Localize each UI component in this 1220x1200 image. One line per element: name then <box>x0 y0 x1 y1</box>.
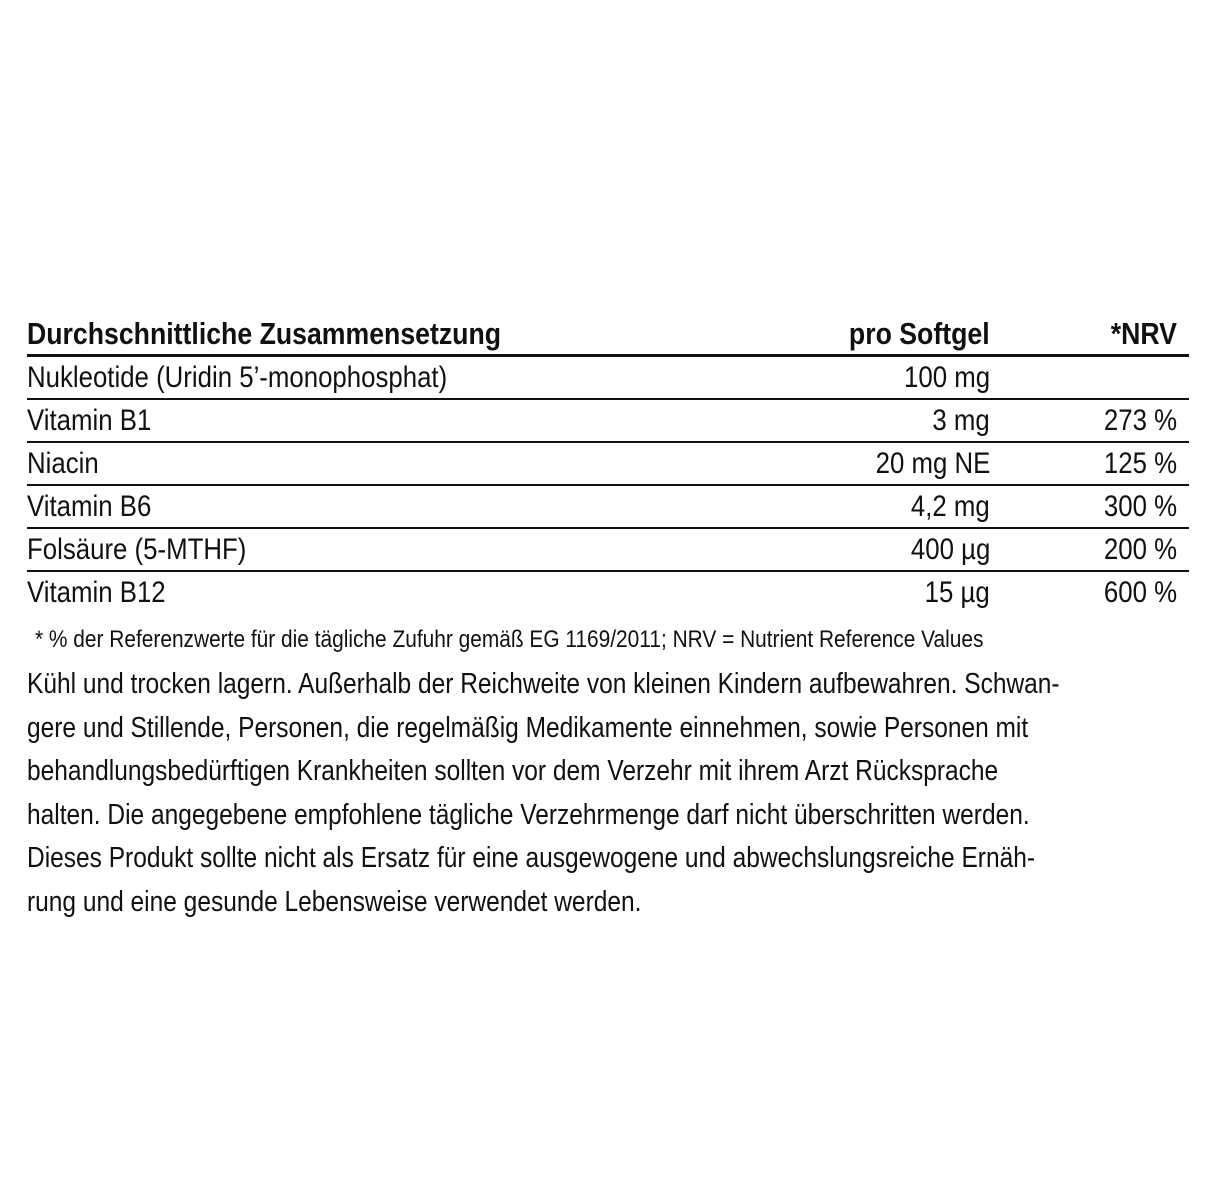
table-row <box>27 399 1189 442</box>
ingredient-nrv: 125 % <box>1002 442 1189 485</box>
header-nrv: *NRV <box>1002 312 1189 356</box>
table-row <box>27 356 1189 400</box>
ingredient-nrv <box>1002 356 1189 400</box>
ingredient-nrv: 273 % <box>1002 399 1189 442</box>
nutrition-table <box>27 312 1189 613</box>
ingredient-nrv: 200 % <box>1002 528 1189 571</box>
table-row <box>27 528 1189 571</box>
header-per-softgel: pro Softgel <box>727 312 1002 356</box>
ingredient-name: Nukleotide (Uridin 5’-monophosphat) <box>27 356 727 400</box>
warning-line: Dieses Produkt sollte nicht als Ersatz für eine ausgewogene und abwechslungsreiche Ernäh- <box>27 842 1036 874</box>
ingredient-amount: 15 µg <box>924 575 990 609</box>
warning-line: gere und Stillende, Personen, die regelmäßig Medikamente einnehmen, sowie Personen mit <box>27 711 1029 744</box>
ingredient-name: Vitamin B1 <box>27 399 727 442</box>
table-row <box>27 442 1189 485</box>
warning-line: behandlungsbedürftigen Krankheiten sollten vor dem Verzehr mit ihrem Arzt Rücksprache <box>27 755 999 787</box>
ingredient-amount: 20 mg NE <box>727 442 1002 485</box>
ingredient-amount: 3 mg <box>727 399 1002 442</box>
table-header-row <box>27 312 1189 356</box>
ingredient-name: Folsäure (5-MTHF) <box>27 528 727 571</box>
ingredient-nrv: 300 % <box>1002 485 1189 528</box>
ingredient-name: Vitamin B6 <box>27 485 727 528</box>
header-composition: Durchschnittliche Zusammensetzung <box>27 312 727 356</box>
ingredient-amount: 100 mg <box>727 356 1002 400</box>
ingredient-amount: 400 µg <box>727 528 1002 571</box>
warning-line: Kühl und trocken lagern. Außerhalb der Reichweite von kleinen Kindern aufbewahren. Schwan- <box>27 668 1060 700</box>
warning-line: rung und eine gesunde Lebensweise verwendet werden. <box>27 885 642 918</box>
nrv-footnote: * % der Referenzwerte für die tägliche Zufuhr gemäß EG 1169/2011; NRV = Nutrient Reference Values <box>35 626 984 653</box>
storage-warning-text <box>27 663 1189 924</box>
ingredient-name: Vitamin B12 <box>27 575 166 609</box>
ingredient-name: Niacin <box>27 442 727 485</box>
ingredient-amount: 4,2 mg <box>727 485 1002 528</box>
warning-line: halten. Die angegebene empfohlene tägliche Verzehrmenge darf nicht überschritten werden. <box>27 798 1030 831</box>
supplement-label <box>27 312 1189 924</box>
table-row <box>27 571 1189 613</box>
table-row <box>27 485 1189 528</box>
ingredient-nrv: 600 % <box>1103 575 1177 609</box>
